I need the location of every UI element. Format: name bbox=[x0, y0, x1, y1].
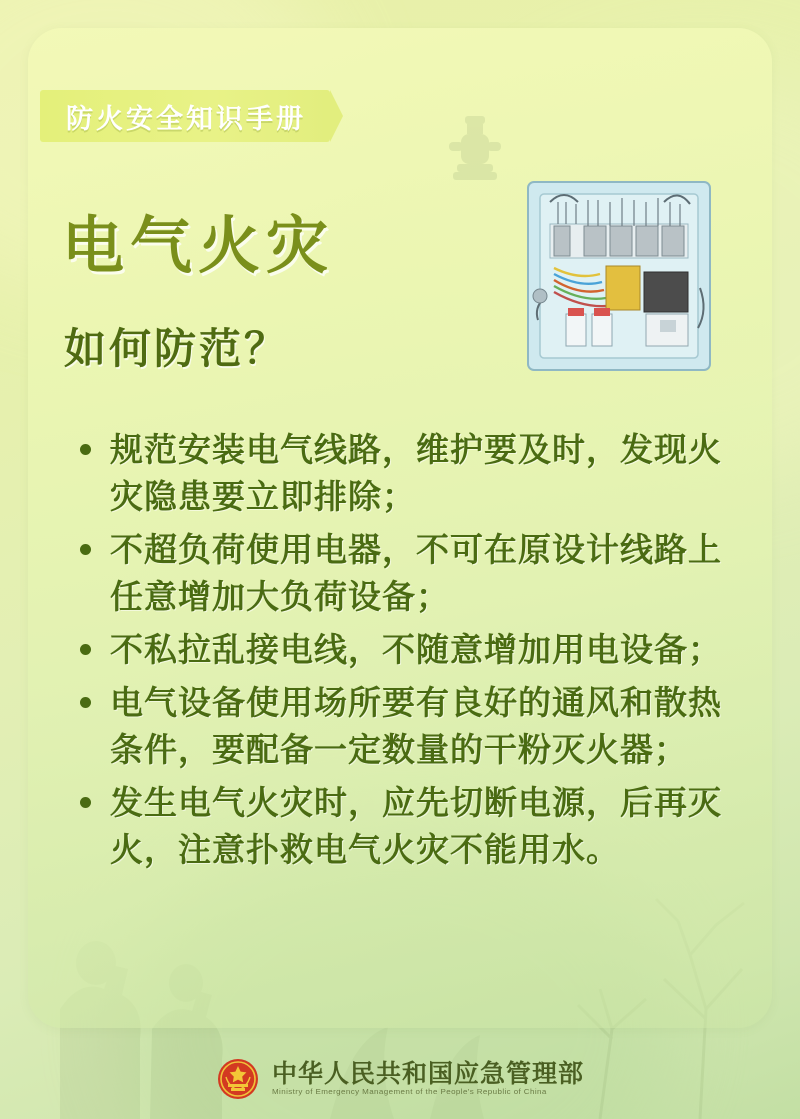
electrical-distribution-box-illustration bbox=[514, 168, 724, 388]
tips-list bbox=[52, 426, 752, 879]
page-title: 电气火灾 bbox=[62, 212, 335, 281]
tip-text: 电气设备使用场所要有良好的通风和散热条件，要配备一定数量的干粉灭火器； bbox=[110, 684, 722, 768]
tip-text: 不超负荷使用电器，不可在原设计线路上任意增加大负荷设备； bbox=[110, 531, 722, 615]
tip-text: 规范安装电气线路，维护要及时，发现火灾隐患要立即排除； bbox=[110, 431, 722, 515]
footer bbox=[0, 1057, 800, 1101]
tip-text: 发生电气火灾时，应先切断电源，后再灭火，注意扑救电气火灾不能用水。 bbox=[110, 784, 722, 868]
list-item bbox=[52, 779, 752, 873]
footer-organization-cn: 中华人民共和国应急管理部 bbox=[271, 1059, 584, 1088]
list-item bbox=[52, 679, 752, 773]
fire-hydrant-watermark-icon bbox=[443, 106, 507, 186]
national-emblem-icon bbox=[216, 1057, 260, 1101]
list-item bbox=[52, 626, 752, 673]
bullet-icon bbox=[80, 444, 91, 455]
content-card bbox=[28, 28, 772, 1028]
tip-text: 不私拉乱接电线，不随意增加用电设备； bbox=[110, 631, 722, 668]
list-item bbox=[52, 526, 752, 620]
bullet-icon bbox=[80, 544, 91, 555]
bullet-icon bbox=[80, 697, 91, 708]
bullet-icon bbox=[80, 797, 91, 808]
list-item bbox=[52, 426, 752, 520]
handbook-ribbon-banner bbox=[40, 90, 330, 142]
page-subtitle: 如何防范？ bbox=[64, 325, 290, 372]
footer-organization-en: Ministry of Emergency Management of the People's Republic of China bbox=[271, 1087, 547, 1097]
bullet-icon bbox=[80, 644, 91, 655]
handbook-ribbon-label: 防火安全知识手册 bbox=[66, 103, 306, 134]
footer-organization bbox=[272, 1061, 584, 1097]
